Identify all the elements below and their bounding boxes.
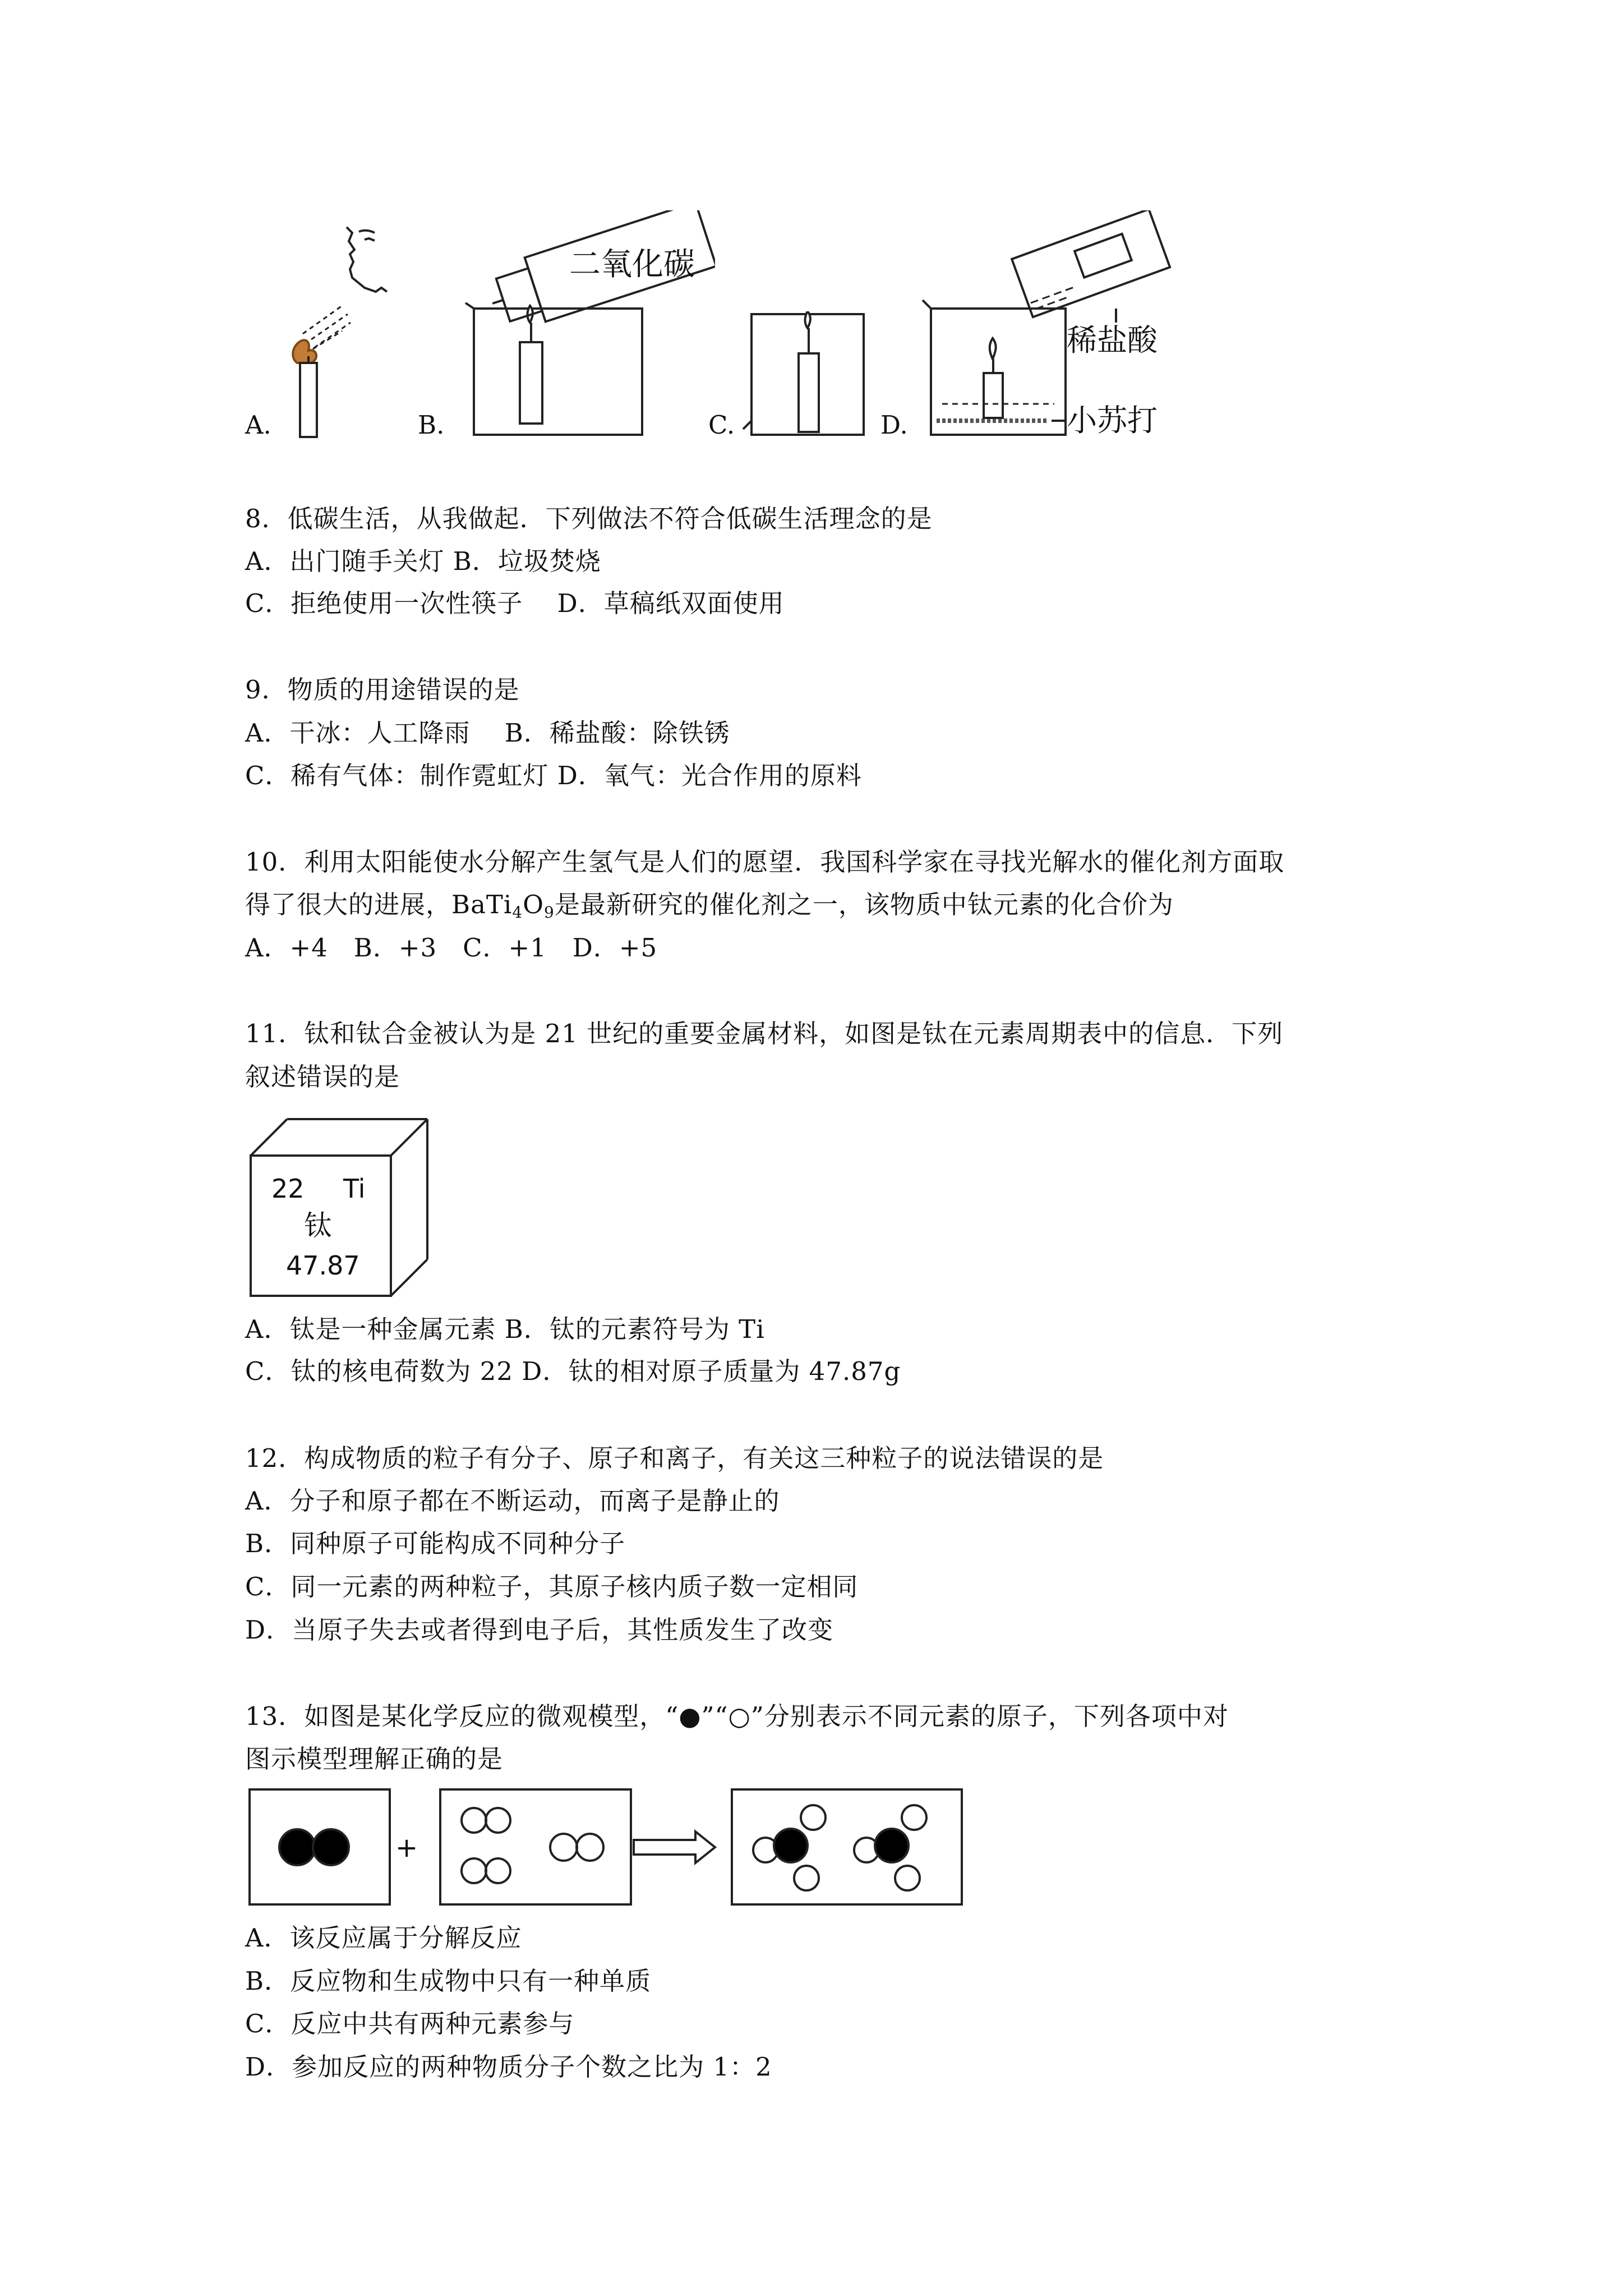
q8-options-line-1: A．出门随手关灯 B．垃圾焚烧	[245, 546, 601, 576]
product-box	[732, 1789, 962, 1904]
figure-c-candle-beaker	[729, 311, 869, 440]
q11-options-line-2: C．钛的核电荷数为 22 D．钛的相对原子质量为 47.87g	[245, 1356, 901, 1386]
option-c-label: C.	[708, 410, 735, 440]
option-d-label: D.	[880, 410, 908, 440]
q12-stem: 12．构成物质的粒子有分子、原子和离子，有关这三种粒子的说法错误的是	[245, 1443, 1104, 1473]
q8-options-line-2: C．拒绝使用一次性筷子 D．草稿纸双面使用	[245, 588, 785, 618]
option-a-label: A.	[245, 410, 271, 440]
q9-options-line-2: C．稀有气体：制作霓虹灯 D．氧气：光合作用的原料	[245, 761, 862, 790]
b-bottle-label: 二氧化碳	[569, 246, 695, 283]
q13-option-a: A．该反应属于分解反应	[245, 1923, 522, 1953]
element-atomic-number: 22	[271, 1174, 305, 1204]
q12-option-c: C．同一元素的两种粒子，其原子核内质子数一定相同	[245, 1572, 859, 1602]
q10-options: A．+4 B．+3 C．+1 D．+5	[245, 933, 658, 963]
q12-option-b: B．同种原子可能构成不同种分子	[245, 1529, 626, 1558]
q13-option-b: B．反应物和生成物中只有一种单质	[245, 1966, 652, 1996]
q13-option-c: C．反应中共有两种元素参与	[245, 2009, 575, 2039]
q10-stem-line-1: 10．利用太阳能使水分解产生氢气是人们的愿望．我国科学家在寻找光解水的催化剂方面取	[245, 847, 1285, 877]
q13-stem-line-1: 13．如图是某化学反应的微观模型，“●”“○”分别表示不同元素的原子，下列各项中对	[245, 1701, 1229, 1731]
q11-stem-line-2: 叙述错误的是	[245, 1062, 400, 1092]
q12-option-d: D．当原子失去或者得到电子后，其性质发生了改变	[245, 1615, 834, 1645]
d-powder-label: 小苏打	[1067, 403, 1158, 438]
option-b-label: B.	[418, 410, 445, 440]
q12-option-a: A．分子和原子都在不断运动，而离子是静止的	[245, 1486, 780, 1516]
element-name: 钛	[304, 1209, 332, 1242]
figure-d-hcl-baking-soda	[920, 210, 1211, 440]
q13-option-d: D．参加反应的两种物质分子个数之比为 1：2	[245, 2052, 772, 2082]
d-bottle-label: 稀盐酸	[1067, 323, 1158, 358]
q8-stem: 8．低碳生活，从我做起．下列做法不符合低碳生活理念的是	[245, 504, 933, 533]
figure-b-co2-beaker	[457, 210, 715, 440]
q13-stem-line-2: 图示模型理解正确的是	[245, 1744, 504, 1774]
element-atomic-mass: 47.87	[286, 1250, 360, 1281]
q9-options-line-1: A．干冰：人工降雨 B．稀盐酸：除铁锈	[245, 718, 730, 748]
plus-sign: +	[395, 1832, 418, 1864]
titanium-element-card	[248, 1116, 433, 1299]
element-symbol: Ti	[343, 1174, 366, 1204]
q11-options-line-1: A．钛是一种金属元素 B．钛的元素符号为 Ti	[245, 1314, 765, 1344]
reaction-micro-model	[247, 1784, 976, 1913]
q11-stem-line-1: 11．钛和钛合金被认为是 21 世纪的重要金属材料，如图是钛在元素周期表中的信息．下列	[245, 1019, 1284, 1048]
q9-stem: 9．物质的用途错误的是	[245, 675, 520, 705]
figure-a-blowing-candle	[280, 216, 409, 440]
q10-stem-line-2: 得了很大的进展，$BaTi_4O_9$是最新研究的催化剂之一，该物质中钛元素的化合价为	[245, 890, 1174, 922]
